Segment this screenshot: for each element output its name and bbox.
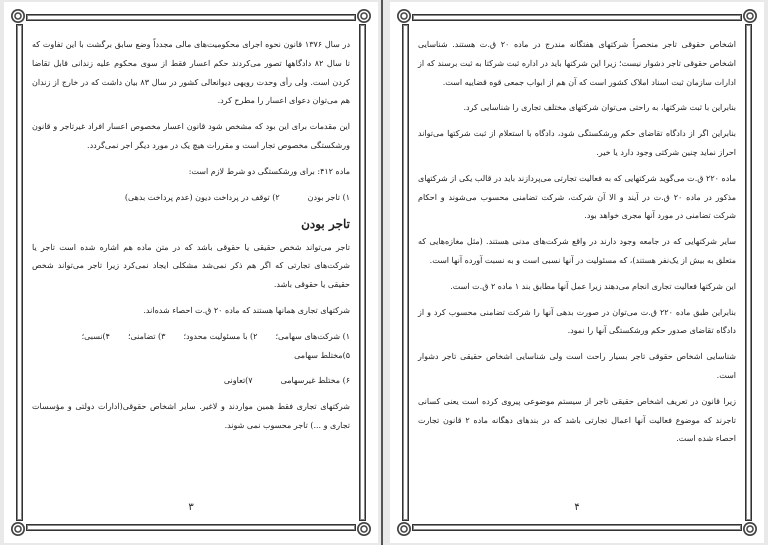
book-gutter	[381, 0, 383, 545]
paragraph: ماده ۴۱۲: برای ورشکستگی دو شرط لازم است:	[188, 166, 350, 176]
paragraph: در سال ۱۳۷۶ قانون نحوه اجرای محکومیت‌های مالی مجدداً وضع سابق برگشت با این تفاوت که تا سال ۸۲ دادگاهها تصور می‌کردند حکم اعسار فقط از سوی محکوم علیه زندانی قابل تقاضا کردن است. ولی رأی وحدت رویهی دیوانعالی کشور در سال ۸۳ بیان داشت که در خارج از زندان هم می‌توان دعوای اعسار را مطرح کرد.	[32, 40, 351, 106]
paragraph: زیرا قانون در تعریف اشخاص حقیقی تاجر از سیستم موضوعی پیروی کرده است یعنی کسانی تاجرند که موضوع فعالیت آنها اعمال تجارتی باشد که در بندهای دهگانه ماده ۲ قانون تجارت احصاء شده است.	[418, 396, 737, 444]
company-type: ۷)تعاونی	[223, 376, 253, 386]
paragraph: تاجر می‌تواند شخص حقیقی یا حقوقی باشد که در متن ماده هم اشاره شده است تاجر یا شرکت‌های تجارتی که اگر هم ذکر نمی‌شد مشکلی ایجاد نمی‌کرد زیرا تاجر می‌تواند شخص حقیقی یا حقوقی باشد.	[32, 242, 350, 290]
company-types-list-2	[32, 372, 350, 391]
corner-ornament	[357, 9, 371, 23]
corner-ornament	[397, 9, 411, 23]
paragraph: بنابراین اگر از دادگاه تقاضای حکم ورشکستگی شود، دادگاه با استعلام از ثبت شرکتها می‌تواند احراز نماید چنین شرکتی وجود دارد یا خیر.	[418, 129, 736, 157]
paragraph: این مقدمات برای این بود که مشخص شود قانون اعسار مخصوص اعسار افراد غیرتاجر و قانون ورشکستگی مخصوص تجار است و مقررات هیچ یک در مورد دیگر اجر نمی‌گردد.	[32, 122, 350, 150]
page-content	[32, 36, 350, 503]
company-type: ۱) شرکت‌های سهامی؛	[275, 331, 350, 341]
paragraph: اشخاص حقوقی تاجر منحصراً شرکتهای هفتگانه مندرج در ماده ۲۰ ق.ت هستند. شناسایی اشخاص حقوقی تاجر دشوار نیست؛ زیرا این شرکتها باید در اداره ثبت شرکتا به ثبت برسند که از ادارات سازمان ثبت اسناد املاک کشور است که آن هم از ابواب جمعی قوه قضاییه است.	[418, 40, 736, 87]
corner-ornament	[397, 522, 411, 536]
paragraph: بنابراین با ثبت شرکتها، به راحتی می‌توان شرکتهای مختلف تجاری را شناسایی کرد.	[463, 103, 736, 113]
paragraph: سایر شرکتهایی که در جامعه وجود دارند در واقع شرکت‌های مدنی هستند. (مثل مغازه‌هایی که متعلق به بیش از یک‌نفر هستند)، که مسئولیت در آنها نسبی است و به نسبت آورده آنها است.	[418, 237, 736, 265]
company-type: ۳) تضامنی؛	[127, 331, 166, 341]
paragraph: شرکتهای تجاری همانها هستند که ماده ۲۰ ق.ت احصاء شده‌اند.	[143, 305, 350, 315]
paragraph: شرکتهای تجاری فقط همین مواردند و لاغیر. سایر اشخاص حقوقی(ادارات دولتی و مؤسسات تجاری و ...) تاجر محسوب نمی شوند.	[32, 402, 350, 430]
corner-ornament	[11, 522, 25, 536]
corner-ornament	[11, 9, 25, 23]
company-type: ۵)مختلط سهامی	[294, 350, 350, 360]
company-type: ۲) با مسئولیت محدود؛	[183, 331, 258, 341]
left-page	[4, 2, 378, 543]
condition-item: ۲) توقف در پرداخت دیون (عدم پرداخت بدهی)	[124, 192, 280, 202]
condition-item: ۱) تاجر بودن	[307, 192, 350, 202]
corner-ornament	[357, 522, 371, 536]
company-type: ۴)نسبی؛	[81, 331, 110, 341]
corner-ornament	[743, 522, 757, 536]
section-heading: تاجر بودن	[301, 217, 350, 232]
conditions-list	[32, 189, 350, 208]
page-number: ۴	[574, 502, 580, 513]
paragraph: ماده ۲۲۰ ق.ت می‌گوید شرکتهایی که به فعالیت تجارتی می‌پردازند باید در قالب یکی از شرکتهای مذکور در ماده ۲۰ ق.ت در آیند و الا آن شرکت، شرکت تضامنی محسوب می‌شوند و احکام شرکت تضامنی در مورد آنها مجری خواهد بود.	[418, 173, 736, 221]
company-types-list	[32, 328, 350, 366]
right-page	[390, 2, 764, 543]
paragraph: بنابراین طبق ماده ۲۲۰ ق.ت می‌توان در صورت بدهی آنها را شرکت تضامنی محسوب کرد و از دادگاه تقاضای صدور حکم ورشکستگی آنها را نمود.	[418, 307, 737, 336]
paragraph: این شرکتها فعالیت تجاری انجام می‌دهند زیرا عمل آنها مطابق بند ۱ ماده ۲ ق.ت است.	[450, 281, 736, 291]
page-content	[418, 36, 736, 503]
company-type: ۶) مختلط غیرسهامی	[280, 376, 350, 386]
paragraph: شناسایی اشخاص حقوقی تاجر بسیار راحت است ولی شناسایی اشخاص حقیقی تاجر دشوار است.	[418, 352, 736, 380]
page-number: ۳	[188, 502, 194, 513]
corner-ornament	[743, 9, 757, 23]
